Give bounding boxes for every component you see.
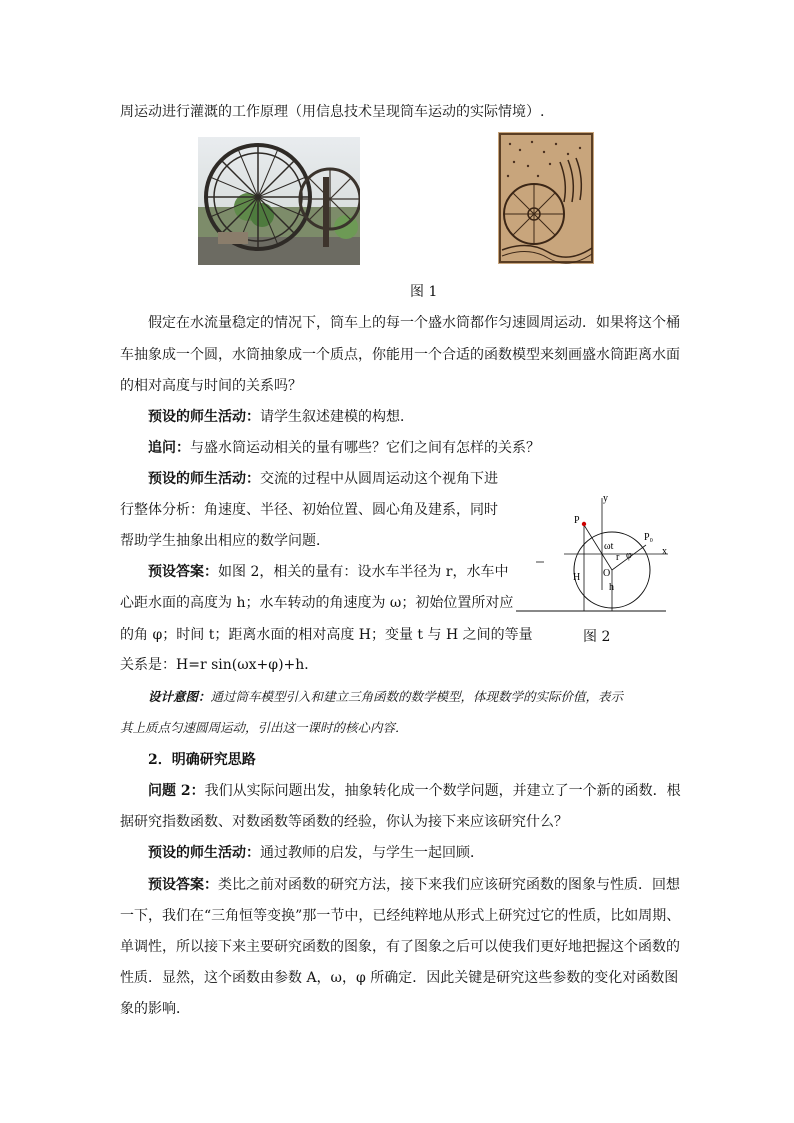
activity2-first: 交流的过程中从圆周运动这个视角下进	[260, 471, 498, 487]
label-r: r	[616, 552, 620, 563]
answer1-line2: 心距水面的高度为 h；水车转动的角速度为 ω；初始位置所对应	[120, 595, 514, 611]
followup-label: 追问：	[148, 440, 190, 456]
figure1-caption: 图 1	[410, 284, 438, 300]
answer1-first: 如图 2，相关的量有：设水车半径为 r，水车中	[218, 564, 509, 580]
activity3-label: 预设的师生活动：	[148, 845, 260, 861]
label-phi: φ	[626, 550, 632, 561]
answer1-line1	[148, 563, 509, 581]
label-O: O	[603, 568, 611, 579]
engraving-picture	[498, 132, 594, 268]
answer2-line4: 性质．显然，这个函数由参数 A，ω，φ 所确定．因此关键是研究这些参数的变化对函数图	[120, 970, 679, 986]
activity1-text: 请学生叙述建模的构想．	[260, 409, 414, 425]
answer1-line3: 的角 φ；时间 t；距离水面的相对高度 H；变量 t 与 H 之间的等量	[120, 627, 533, 643]
answer2-line3: 单调性，所以接下来主要研究函数的图象，有了图象之后可以使我们更好地把握这个函数的	[120, 939, 680, 955]
answer1-label: 预设答案：	[148, 564, 218, 580]
label-P0: P₀	[644, 532, 654, 543]
label-P: P	[574, 515, 580, 526]
label-x: x	[662, 546, 667, 557]
activity2-line3: 帮助学生抽象出相应的数学问题．	[120, 533, 330, 549]
answer2-line2: 一下，我们在“三角恒等变换”那一节中，已经纯粹地从形式上研究过它的性质，比如周期、	[120, 908, 681, 924]
section2-heading: 2．明确研究思路	[148, 752, 256, 768]
label-H: H	[573, 572, 581, 583]
label-y: y	[603, 493, 608, 504]
design-line2: 其上质点匀速圆周运动，引出这一课时的核心内容．	[120, 720, 408, 735]
activity2-line2: 行整体分析：角速度、半径、初始位置、圆心角及建系，同时	[120, 502, 498, 518]
activity1	[148, 408, 414, 426]
followup	[148, 439, 540, 457]
activity3-text: 通过教师的启发，与学生一起回顾．	[260, 845, 484, 861]
answer2-line5: 象的影响．	[120, 1001, 190, 1017]
activity3	[148, 844, 484, 862]
intro-line: 周运动进行灌溉的工作原理（用信息技术呈现筒车运动的实际情境）.	[120, 104, 545, 120]
figure2-caption: 图 2	[583, 629, 611, 645]
waterwheel-photo	[198, 137, 360, 269]
design-label: 设计意图：	[148, 689, 211, 704]
activity1-label: 预设的师生活动：	[148, 409, 260, 425]
followup-text: 与盛水筒运动相关的量有哪些？它们之间有怎样的关系？	[190, 440, 540, 456]
answer2-label: 预设答案：	[148, 877, 218, 893]
para1-line1: 假定在水流量稳定的情况下，筒车上的每一个盛水筒都作匀速圆周运动．如果将这个桶	[148, 315, 680, 331]
question2-line2: 据研究指数函数、对数函数等函数的经验，你认为接下来应该研究什么？	[120, 814, 568, 830]
para1-line2: 车抽象成一个圆，水筒抽象成一个质点，你能用一个合适的函数模型来刻画盛水筒距离水面	[120, 347, 680, 363]
answer1-line4: 关系是：H=r sin(ωx+φ)+h．	[120, 657, 319, 673]
question2-line1	[148, 782, 681, 800]
label-h: h	[609, 582, 614, 593]
design-text1: 通过筒车模型引入和建立三角函数的数学模型，体现数学的实际价值，表示	[210, 689, 624, 704]
question2-first: 我们从实际问题出发，抽象转化成一个数学问题，并建立了一个新的函数．根	[204, 783, 681, 799]
activity2-label: 预设的师生活动：	[148, 471, 260, 487]
answer2-line1	[148, 876, 680, 894]
para1-line3: 的相对高度与时间的关系吗？	[120, 378, 302, 394]
answer2-first: 类比之前对函数的研究方法，接下来我们应该研究函数的图象与性质．回想	[218, 877, 680, 893]
figure2-diagram	[516, 490, 676, 624]
label-wt: ωt	[604, 541, 614, 552]
activity2-line1	[148, 470, 498, 488]
question2-label: 问题 2：	[148, 783, 205, 799]
design-line1	[148, 688, 623, 706]
